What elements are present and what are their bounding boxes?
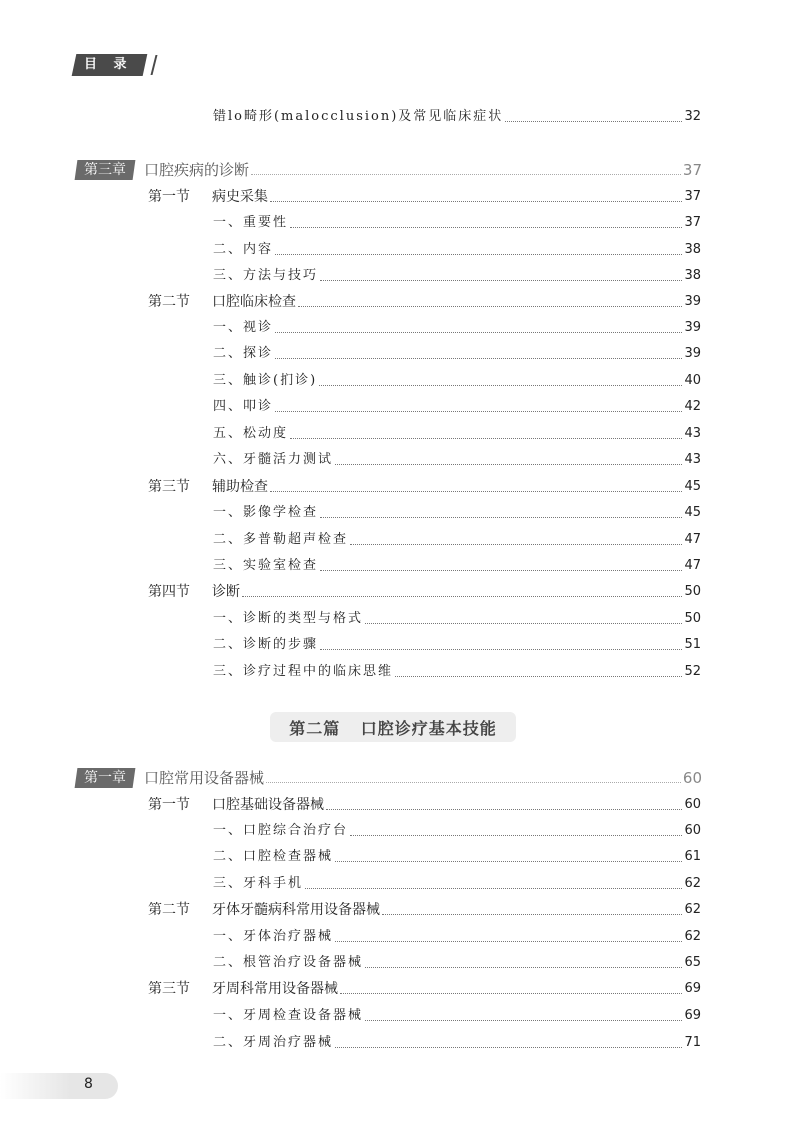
dot-leader: [320, 570, 682, 571]
toc-item[interactable]: [213, 953, 701, 973]
toc-page-number: 69: [684, 981, 701, 996]
dot-leader: [266, 782, 681, 783]
toc-item[interactable]: [213, 266, 701, 286]
section-title: 病史采集: [212, 189, 268, 205]
dot-leader: [251, 174, 681, 175]
dot-leader: [242, 596, 682, 597]
dot-leader: [365, 967, 682, 968]
toc-page-number: 47: [684, 532, 701, 547]
dot-leader: [319, 385, 682, 386]
dot-leader: [326, 809, 682, 810]
toc-item-label: 二、探诊: [213, 346, 274, 361]
toc-item-label: 二、多普勒超声检查: [213, 532, 349, 547]
section-title: 口腔临床检查: [212, 294, 296, 310]
dot-leader: [275, 411, 682, 412]
toc-section[interactable]: [148, 292, 701, 312]
toc-chapter-3[interactable]: [76, 160, 702, 180]
dot-leader: [270, 201, 682, 202]
toc-item[interactable]: [213, 1006, 701, 1026]
toc-page-number: 43: [684, 452, 701, 467]
dot-leader: [305, 888, 682, 889]
dot-leader: [320, 280, 682, 281]
dot-leader: [505, 121, 682, 122]
toc-item-label: 一、重要性: [213, 215, 289, 230]
section-number: 第三节: [148, 479, 190, 495]
toc-item[interactable]: [213, 503, 701, 523]
section-number: 第四节: [148, 584, 190, 600]
toc-page-number: 62: [684, 902, 701, 917]
toc-item[interactable]: [213, 424, 701, 444]
tag-slash-decoration: [150, 55, 157, 75]
toc-item-label: 二、牙周治疗器械: [213, 1035, 334, 1050]
toc-page-number: 71: [684, 1035, 701, 1050]
toc-section[interactable]: [148, 900, 701, 920]
section-number: 第二节: [148, 902, 190, 918]
toc-page-number: 61: [684, 849, 701, 864]
dot-leader: [350, 835, 682, 836]
toc-page-number: 50: [684, 584, 701, 599]
section-title: 牙体牙髓病科常用设备器械: [212, 902, 380, 918]
toc-page-number: 39: [684, 320, 701, 335]
section-number: 第一节: [148, 797, 190, 813]
toc-item[interactable]: [213, 1033, 701, 1053]
section-title: 牙周科常用设备器械: [212, 981, 338, 997]
toc-page-number: 38: [684, 268, 701, 283]
toc-page-number: 37: [684, 215, 701, 230]
toc-item-label: 一、口腔综合治疗台: [213, 823, 349, 838]
toc-page-number: 42: [684, 399, 701, 414]
toc-item[interactable]: [213, 213, 701, 233]
toc-item[interactable]: [213, 450, 701, 470]
toc-section[interactable]: [148, 582, 701, 602]
toc-section[interactable]: [148, 795, 701, 815]
toc-page-number: 37: [684, 189, 701, 204]
chapter-title: 口腔疾病的诊断: [144, 161, 250, 179]
dot-leader: [275, 254, 682, 255]
dot-leader: [320, 649, 682, 650]
dot-leader: [298, 306, 682, 307]
dot-leader: [270, 491, 682, 492]
toc-page-number: 39: [684, 346, 701, 361]
dot-leader: [290, 227, 682, 228]
toc-item[interactable]: [213, 662, 701, 682]
section-number: 第二节: [148, 294, 190, 310]
section-title: 辅助检查: [212, 479, 268, 495]
toc-item-label: 四、叩诊: [213, 399, 274, 414]
section-title: 诊断: [212, 584, 240, 600]
toc-page-number: 38: [684, 242, 701, 257]
toc-item[interactable]: [213, 371, 701, 391]
toc-item-label: 三、方法与技巧: [213, 268, 319, 283]
dot-leader: [335, 861, 682, 862]
toc-item-label: 二、诊断的步骤: [213, 637, 319, 652]
toc-page-number: 60: [684, 797, 701, 812]
toc-page-number: 52: [684, 664, 701, 679]
toc-chapter-1[interactable]: [76, 768, 702, 788]
toc-item-label: 一、诊断的类型与格式: [213, 611, 364, 626]
toc-page-number: 37: [682, 161, 702, 179]
toc-page-number: 62: [684, 876, 701, 891]
toc-section[interactable]: [148, 979, 701, 999]
toc-page-number: 45: [684, 505, 701, 520]
dot-leader: [382, 914, 682, 915]
dot-leader: [395, 676, 682, 677]
dot-leader: [365, 623, 682, 624]
toc-item-label: 五、松动度: [213, 426, 289, 441]
dot-leader: [290, 438, 682, 439]
toc-item-label: 六、牙髓活力测试: [213, 452, 334, 467]
chapter-title: 口腔常用设备器械: [144, 769, 265, 787]
dot-leader: [340, 993, 682, 994]
dot-leader: [365, 1020, 682, 1021]
toc-page-number: 50: [684, 611, 701, 626]
footer-page-number: 8: [84, 1076, 93, 1092]
toc-tag-label: 目 录: [84, 57, 133, 72]
toc-item[interactable]: [213, 874, 701, 894]
toc-item[interactable]: [213, 821, 701, 841]
toc-item[interactable]: [213, 609, 701, 629]
toc-section[interactable]: [148, 187, 701, 207]
toc-item[interactable]: [213, 530, 701, 550]
toc-item-label: 三、实验室检查: [213, 558, 319, 573]
toc-section[interactable]: [148, 477, 701, 497]
toc-item-label: 二、根管治疗设备器械: [213, 955, 364, 970]
toc-page-number: 69: [684, 1008, 701, 1023]
toc-item-malocclusion[interactable]: [213, 107, 701, 127]
toc-item-label: 二、内容: [213, 242, 274, 257]
toc-item[interactable]: [213, 927, 701, 947]
dot-leader: [275, 332, 682, 333]
dot-leader: [350, 544, 682, 545]
toc-item-label: 三、牙科手机: [213, 876, 304, 891]
toc-item[interactable]: [213, 397, 701, 417]
dot-leader: [320, 517, 682, 518]
section-number: 第三节: [148, 981, 190, 997]
toc-page-number: 32: [684, 109, 701, 124]
toc-item-label: 一、牙周检查设备器械: [213, 1008, 364, 1023]
toc-item-label: 三、触诊(扪诊): [213, 373, 318, 388]
toc-item-label: 二、口腔检查器械: [213, 849, 334, 864]
toc-item-label: 一、影像学检查: [213, 505, 319, 520]
toc-item-label: 一、牙体治疗器械: [213, 929, 334, 944]
toc-item[interactable]: [213, 318, 701, 338]
toc-page-number: 51: [684, 637, 701, 652]
dot-leader: [335, 1047, 682, 1048]
page-footer: [0, 1073, 118, 1099]
toc-page-number: 43: [684, 426, 701, 441]
section-number: 第一节: [148, 189, 190, 205]
toc-item-label: 三、诊疗过程中的临床思维: [213, 664, 394, 679]
toc-page-number: 40: [684, 373, 701, 388]
part-title[interactable]: 第二篇 口腔诊疗基本技能: [270, 712, 516, 742]
toc-page-number: 65: [684, 955, 701, 970]
dot-leader: [275, 358, 682, 359]
dot-leader: [335, 941, 682, 942]
toc-page-number: 39: [684, 294, 701, 309]
toc-header-tag: [74, 54, 155, 76]
toc-item[interactable]: [213, 556, 701, 576]
toc-page-number: 62: [684, 929, 701, 944]
toc-item-label: 错lo畸形(malocclusion)及常见临床症状: [213, 109, 504, 124]
toc-item[interactable]: [213, 344, 701, 364]
toc-page-number: 60: [682, 769, 702, 787]
toc-page-number: 45: [684, 479, 701, 494]
toc-page-number: 60: [684, 823, 701, 838]
toc-item[interactable]: [213, 635, 701, 655]
toc-page-number: 47: [684, 558, 701, 573]
toc-item[interactable]: [213, 847, 701, 867]
chapter-badge: 第一章: [75, 768, 136, 788]
toc-tag-label-box: [72, 54, 147, 76]
dot-leader: [335, 464, 682, 465]
chapter-badge: 第三章: [75, 160, 136, 180]
section-title: 口腔基础设备器械: [212, 797, 324, 813]
toc-item[interactable]: [213, 240, 701, 260]
toc-item-label: 一、视诊: [213, 320, 274, 335]
